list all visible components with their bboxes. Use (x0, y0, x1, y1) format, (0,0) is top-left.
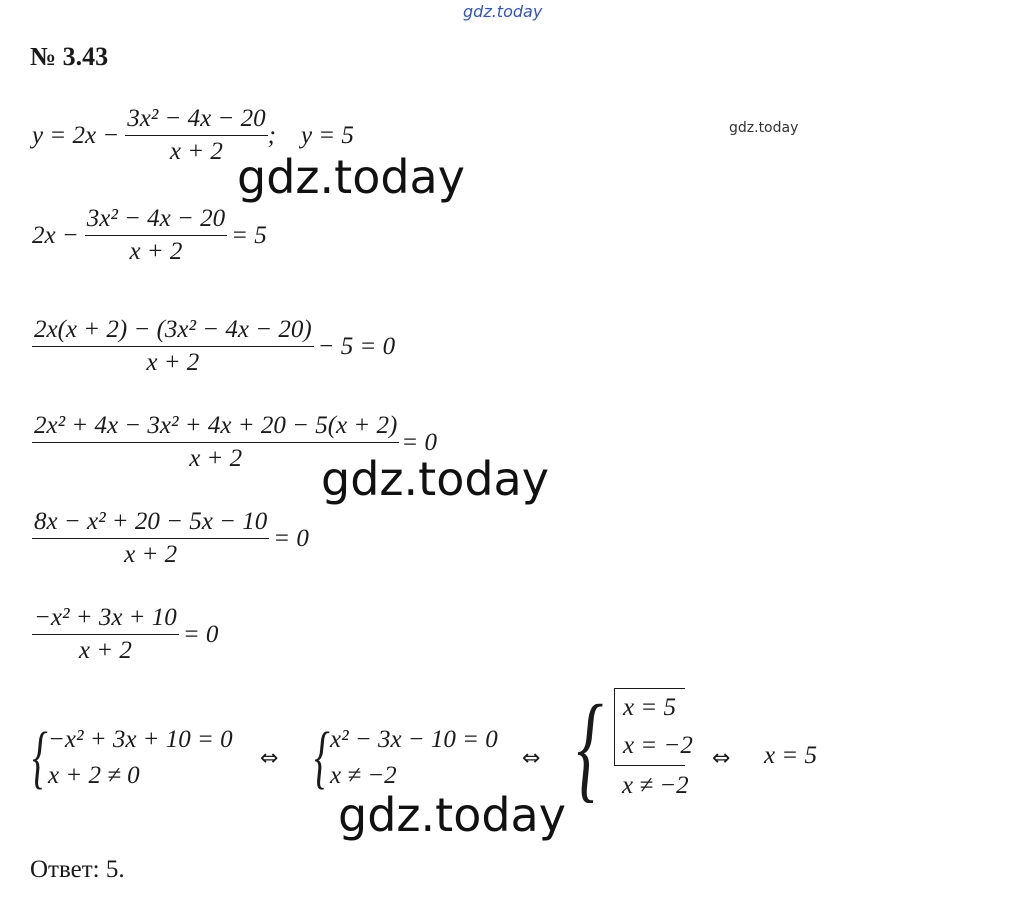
l5-fraction (32, 506, 269, 571)
equation-line-3 (32, 314, 395, 379)
l5-right: = 0 (273, 524, 309, 552)
equivalence-arrow-2: ⇔ (522, 746, 541, 771)
system-3-brace: { (576, 680, 604, 813)
l5-numerator: 8x − x² + 20 − 5x − 10 (32, 506, 269, 539)
system-3-bracket (614, 688, 693, 766)
system-3 (566, 680, 693, 813)
l6-denominator: x + 2 (78, 637, 132, 664)
l3-numerator: 2x(x + 2) − (3x² − 4x − 20) (32, 314, 314, 347)
watermark-big-3: gdz.today (338, 788, 566, 842)
l4-denominator: x + 2 (189, 445, 243, 472)
system-2-eq-a: x² − 3x − 10 = 0 (330, 726, 498, 753)
l6-numerator: −x² + 3x + 10 (32, 602, 179, 635)
l2-right: = 5 (231, 221, 267, 249)
l3-fraction (32, 314, 314, 379)
l2-left: 2x − (32, 221, 79, 249)
final-result: x = 5 (764, 742, 817, 769)
l5-denominator: x + 2 (124, 541, 178, 568)
l1-left: y = 2x − (32, 121, 120, 149)
l1-right: ; y = 5 (267, 121, 354, 149)
system-1-eq-a: −x² + 3x + 10 = 0 (48, 726, 233, 753)
l6-fraction (32, 602, 179, 667)
system-3-eq-a: x = 5 (623, 694, 676, 721)
system-2 (308, 719, 498, 796)
l3-denominator: x + 2 (146, 349, 200, 376)
l3-right: − 5 = 0 (317, 332, 396, 360)
system-1-brace: { (32, 719, 48, 796)
l6-right: = 0 (182, 620, 219, 648)
watermark-small: gdz.today (729, 120, 799, 136)
equation-line-2 (32, 203, 267, 268)
equation-line-6 (32, 602, 218, 667)
problem-number: № 3.43 (30, 42, 109, 71)
watermark-big-1: gdz.today (237, 150, 465, 204)
l2-fraction (85, 203, 227, 268)
system-2-brace: { (314, 719, 330, 796)
watermark-top: gdz.today (463, 2, 543, 21)
equivalence-arrow-3: ⇔ (712, 746, 731, 771)
watermark-big-2: gdz.today (321, 452, 549, 506)
l2-denominator: x + 2 (129, 238, 183, 265)
system-3-eq-b: x = −2 (623, 732, 693, 759)
equation-line-5 (32, 506, 309, 571)
system-1-eq-b: x + 2 ≠ 0 (48, 762, 140, 789)
l4-right: = 0 (401, 428, 437, 456)
answer: Ответ: 5. (30, 856, 125, 883)
l1-denominator: x + 2 (169, 138, 223, 165)
system-2-eq-b: x ≠ −2 (330, 762, 397, 789)
l4-numerator: 2x² + 4x − 3x² + 4x + 20 − 5(x + 2) (32, 410, 399, 443)
equivalence-arrow-1: ⇔ (260, 746, 279, 771)
l1-numerator: 3x² − 4x − 20 (125, 103, 267, 136)
system-3-eq-c: x ≠ −2 (622, 772, 689, 799)
system-1 (26, 719, 233, 796)
l2-numerator: 3x² − 4x − 20 (85, 203, 227, 236)
